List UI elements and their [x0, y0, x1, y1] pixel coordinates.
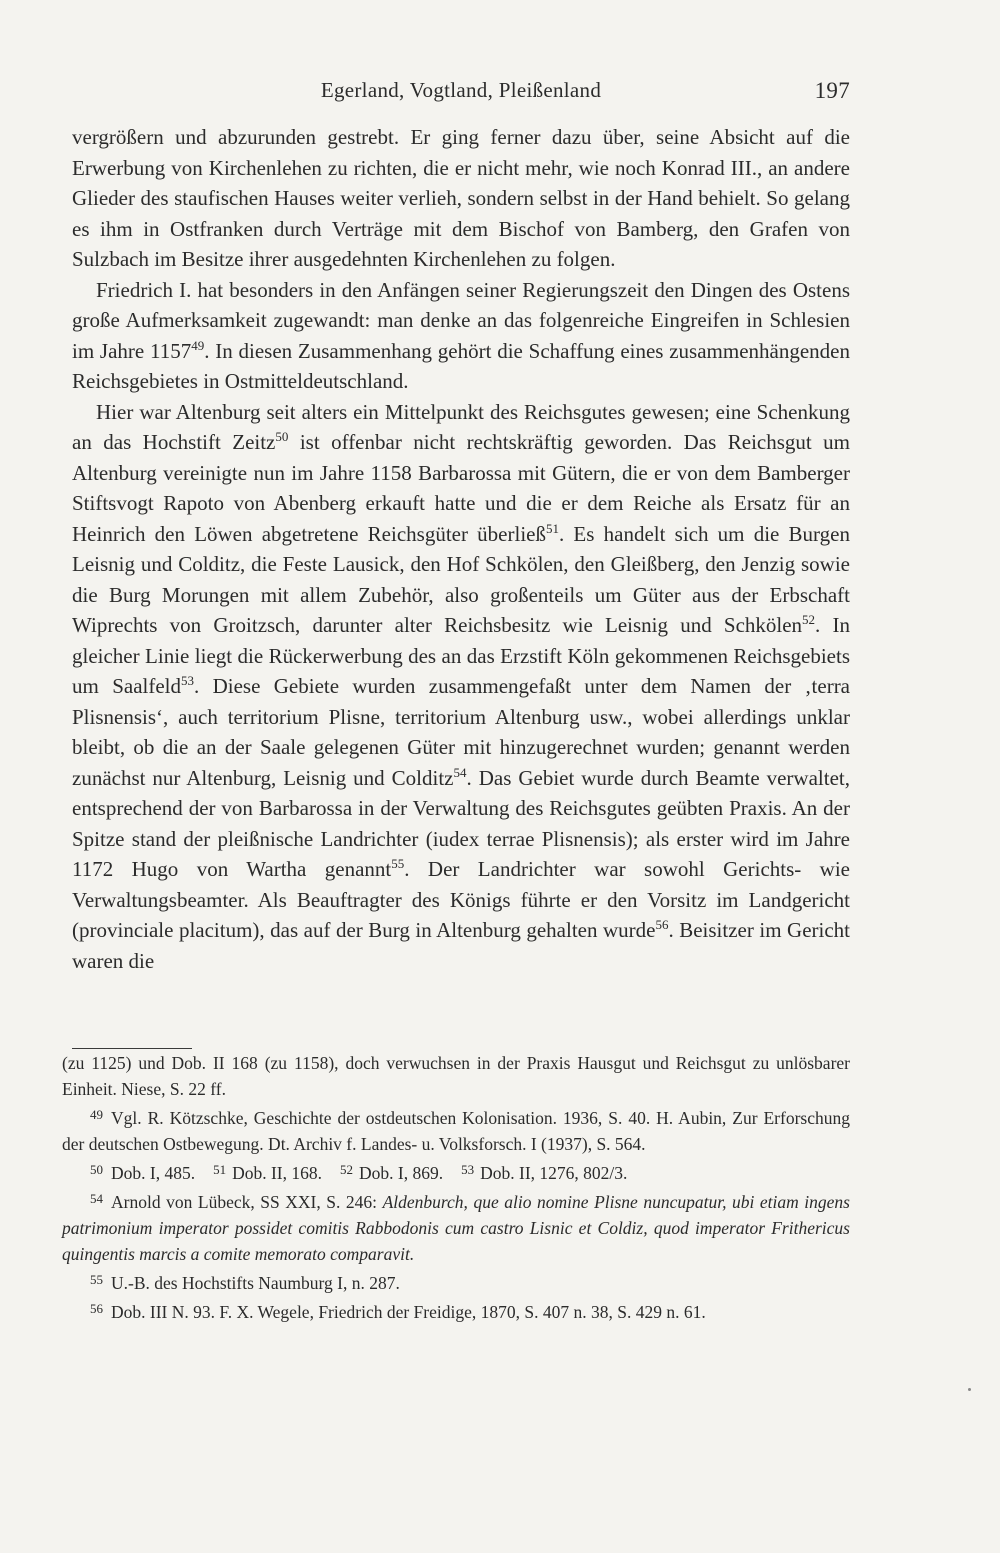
paragraph-1-text: vergrößern und abzurunden gestrebt. Er ging ferner dazu über, seine Absicht auf die Erwerbung von Kirchenlehen zu richten, die er nicht mehr, wie noch Konrad III., an andere Glieder des staufischen Hauses weiter verlieh, sondern selbst in der Hand behielt. So gelang es ihm in Ostfranken durch Verträge mit dem Bischof von Bamberg, den Grafen von Sulzbach im Besitze ihrer ausgedehnten Kirchenlehen zu folgen. [72, 125, 850, 271]
footnote-ref-51[interactable]: 51 [545, 520, 559, 536]
paragraph-3-text-b: ist offenbar nicht rechtskräftig geworden. Das Reichsgut um Altenburg vereinigte nun im Jahre 1158 Barbarossa mit Gütern, die er von dem Bamberger Stiftsvogt Rapoto von Abenberg erkauft hatte und die er dem Reiche als Ersatz für an Heinrich den Löwen abgetretene Reichsgüter überließ [72, 430, 851, 546]
paragraph-3-text-c: . Es handelt sich um die Burgen Leisnig und Colditz, die Feste Lausick, den Hof Schkölen, den Gleißberg, den Jenzig sowie die Burg Morungen mit allem Zubehör, also großenteils um Güter aus der Erbschaft Wiprechts von Groitzsch, darunter alter Reichsbesitz wie Leisnig und Schkölen [72, 521, 850, 637]
footnote-text: U.-B. des Hochstifts Naumburg I, n. 287. [111, 1273, 400, 1293]
footnote-ref-50[interactable]: 50 [275, 429, 289, 444]
footnote-text: Dob. I, 485. [111, 1163, 196, 1183]
paper-speck [968, 1388, 971, 1391]
paragraph-3-text-h: . Beisitzer im Gericht waren die [72, 918, 850, 973]
footnote-ref-52[interactable]: 52 [802, 612, 816, 627]
footnote-ref-49[interactable]: 49 [191, 337, 205, 353]
footnote-text: Dob. II, 1276, 802/3. [480, 1163, 628, 1183]
footnote-ref-54[interactable]: 54 [453, 764, 467, 780]
paragraph-3-text-d: . In gleicher Linie liegt die Rückerwerbung des an das Erzstift Köln gekommenen Reichsgebiets um Saalfeld [72, 613, 850, 698]
footnote-number: 55 [90, 1272, 103, 1287]
footnote-rule [72, 1048, 192, 1049]
footnote-56 [62, 1296, 850, 1325]
paragraph-3-text-g: . Der Landrichter war sowohl Gerichts- wie Verwaltungsbeamter. Als Beauftragter des Königs führte er den Vorsitz im Landgericht (provinciale placitum), das auf der Burg in Altenburg gehalten wurde [72, 857, 850, 942]
paragraph-1 [72, 122, 850, 275]
paragraph-3-text-f: . Das Gebiet wurde durch Beamte verwaltet, entsprechend der von Barbarossa in der Verwaltung des Reichsgutes geübten Praxis. An der Spitze stand der pleißnische Landrichter (iudex terrae Plisnensis); als erster wird im Jahre 1172 Hugo von Wartha genannt [72, 765, 850, 881]
footnote-text: Vgl. R. Kötzschke, Geschichte der ostdeutschen Kolonisation. 1936, S. 40. H. Aubin, Zur Erforschung der deutschen Ostbewegung. Dt. Archiv f. Landes- u. Volksforsch. I (1937), S. 564. [62, 1108, 850, 1154]
footnote-number: 50 [90, 1162, 103, 1177]
footnote-49 [62, 1102, 850, 1157]
footnote-ref-55[interactable]: 55 [391, 856, 405, 871]
paragraph-3 [72, 397, 850, 977]
footnote-number: 54 [90, 1191, 103, 1206]
footnote-number: 53 [461, 1162, 475, 1177]
footnote-54 [62, 1186, 850, 1267]
footnote-ref-53[interactable]: 53 [181, 673, 194, 688]
main-text [72, 122, 850, 976]
footnote-text: Dob. II, 168. [232, 1163, 323, 1183]
paragraph-3-text-a: Hier war Altenburg seit alters ein Mittelpunkt des Reichsgutes gewesen; eine Schenkung an das Hochstift Zeitz [72, 399, 850, 454]
footnote-text: Dob. III N. 93. F. X. Wegele, Friedrich der Freidige, 1870, S. 407 n. 38, S. 429 n. 61. [111, 1302, 706, 1322]
footnotes-50-53 [62, 1157, 850, 1186]
footnote-number: 56 [90, 1301, 103, 1316]
running-header [72, 78, 850, 108]
footnote-text: Dob. I, 869. [359, 1163, 444, 1183]
paragraph-2-text-b: . In diesen Zusammenhang gehört die Schaffung eines zusammenhängenden Reichsgebietes in Ostmitteldeutschland. [72, 338, 851, 393]
paragraph-2 [72, 275, 850, 397]
footnote-quotation: Aldenburch, que alio nomine Plisne nuncupatur, ubi etiam ingens patrimonium imperator possidet comitis Rabbodonis cum castro Lisnic et Coldiz, quod imperator Frithericus quingentis marcis a comite memorato comparavit. [62, 1192, 850, 1264]
paragraph-2-text-a: Friedrich I. hat besonders in den Anfängen seiner Regierungszeit den Dingen des Ostens große Aufmerksamkeit zugewandt: man denke an das folgenreiche Eingreifen in Schlesien im Jahre 1157 [72, 277, 850, 363]
running-title: Egerland, Vogtland, Pleißenland [320, 78, 602, 102]
paragraph-3-text-e: . Diese Gebiete wurden zusammengefaßt unter dem Namen der ‚terra Plisnensis‘, auch territorium Plisne, territorium Altenburg usw., wobei allerdings unklar bleibt, ob die an der Saale gelegenen Güter mit hinzugerechnet wurden; genannt werden zunächst nur Altenburg, Leisnig und Colditz [72, 674, 851, 790]
footnote-text: Arnold von Lübeck, SS XXI, S. 246: [111, 1192, 383, 1212]
footnote-number: 51 [213, 1162, 227, 1177]
footnote-number: 52 [340, 1162, 354, 1177]
footnote-55 [62, 1267, 850, 1296]
footnotes [62, 1050, 850, 1325]
page-number: 197 [814, 78, 850, 103]
footnote-number: 49 [90, 1107, 103, 1122]
footnote-ref-56[interactable]: 56 [655, 917, 669, 932]
footnote-continuation: (zu 1125) und Dob. II 168 (zu 1158), doch verwuchsen in der Praxis Hausgut und Reichsgut zu unlösbarer Einheit. Niese, S. 22 ff. [62, 1053, 850, 1099]
